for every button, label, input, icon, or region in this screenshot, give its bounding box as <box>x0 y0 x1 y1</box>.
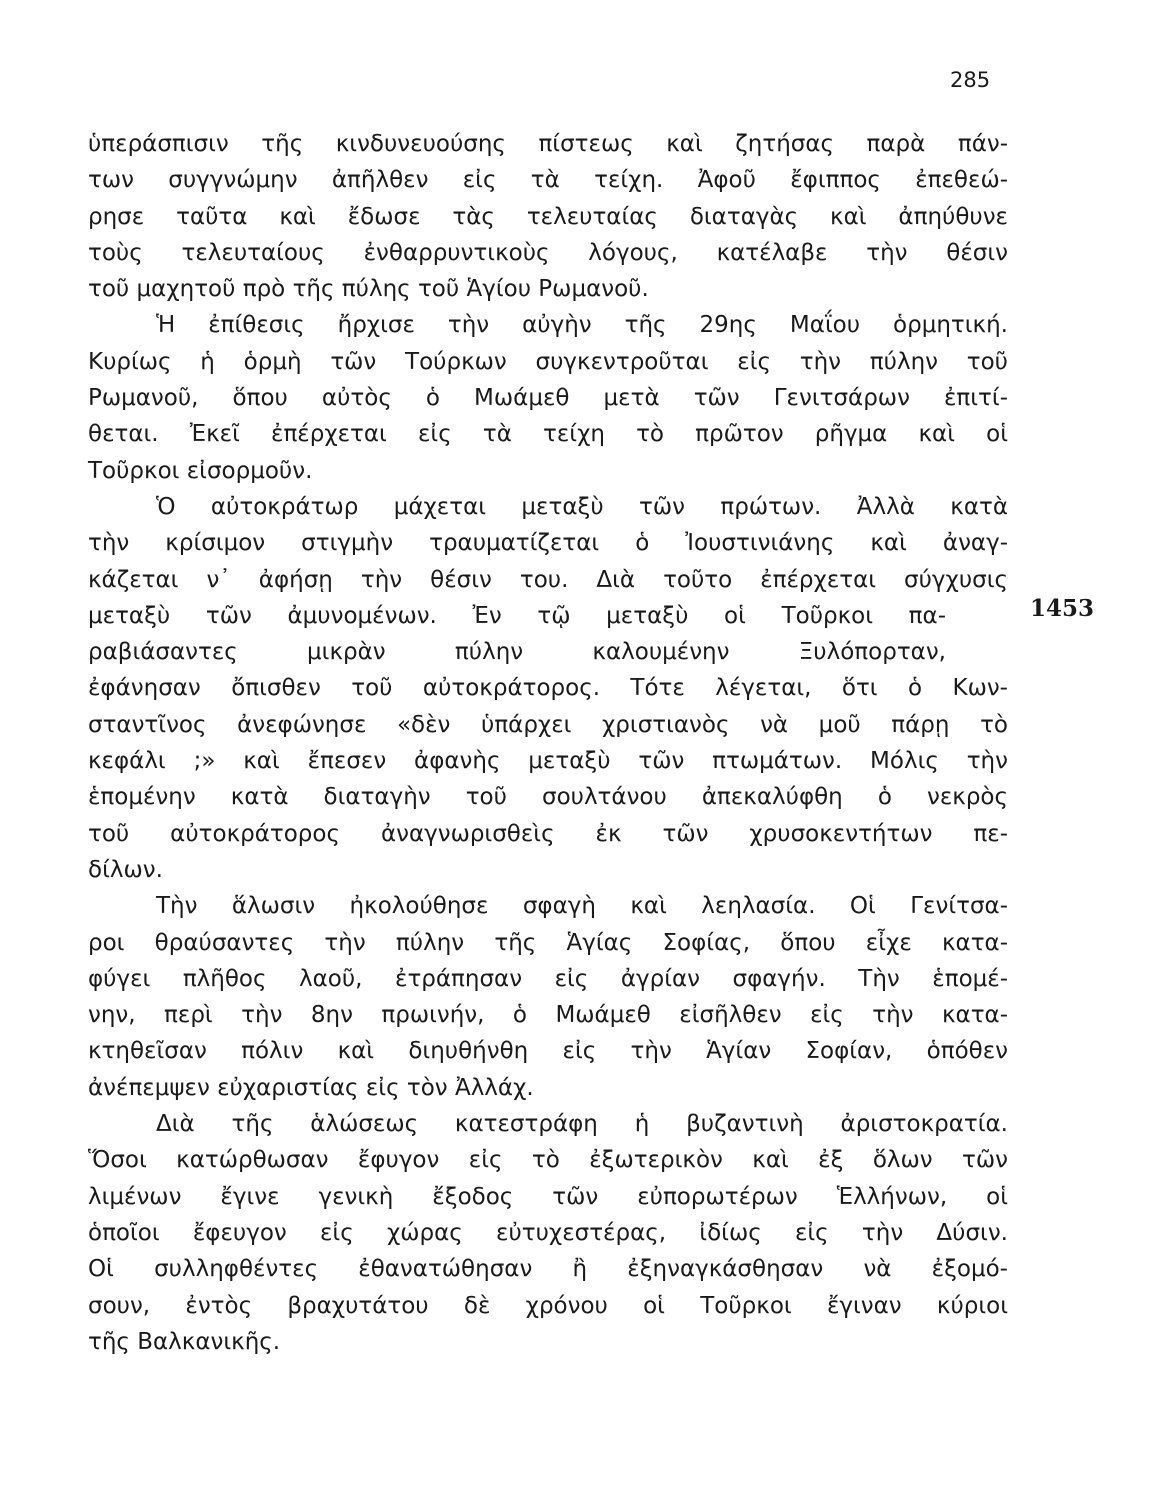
text-line: τὴν κρίσιμον στιγμὴν τραυματίζεται ὁ Ἰουστινιάνης καὶ ἀναγ- <box>88 530 1008 557</box>
text-line: των συγγνώμην ἀπῆλθεν εἰς τὰ τείχη. Ἀφοῦ ἔφιππος ἐπεθεώ- <box>88 167 1008 194</box>
text-line: κεφάλι ;» καὶ ἔπεσεν ἀφανὴς μεταξὺ τῶν πτωμάτων. Μόλις τὴν <box>88 748 1008 775</box>
text-line: κάζεται ν᾽ ἀφήσῃ τὴν θέσιν του. Διὰ τοῦτο ἐπέρχεται σύγχυσις <box>88 566 1008 593</box>
text-line: λιμένων ἔγινε γενικὴ ἔξοδος τῶν εὐπορωτέρων Ἑλλήνων, οἱ <box>88 1183 1008 1210</box>
body-text <box>88 126 1008 1360</box>
text-line: σταντῖνος ἀνεφώνησε «δὲν ὑπάρχει χριστιανὸς νὰ μοῦ πάρῃ τὸ <box>88 711 1008 738</box>
text-line: μεταξὺ τῶν ἀμυνομένων. Ἐν τῷ μεταξὺ οἱ Τοῦρκοι πα- <box>88 602 946 629</box>
text-line: τοῦ αὐτοκράτορος ἀναγνωρισθεὶς ἐκ τῶν χρυσοκεντήτων πε- <box>88 820 1008 847</box>
text-line: Τὴν ἅλωσιν ἠκολούθησε σφαγὴ καὶ λεηλασία. Οἱ Γενίτσα- <box>156 893 1008 920</box>
paragraph-1 <box>88 126 1008 307</box>
text-line: Κυρίως ἡ ὁρμὴ τῶν Τούρκων συγκεντροῦται εἰς τὴν πύλην τοῦ <box>88 348 1008 375</box>
text-line: Ὅσοι κατώρθωσαν ἔφυγον εἰς τὸ ἐξωτερικὸν καὶ ἐξ ὅλων τῶν <box>88 1147 1008 1174</box>
paragraph-5 <box>88 1106 1008 1360</box>
paragraph-4 <box>88 888 1008 1106</box>
text-line: Τοῦρκοι εἰσορμοῦν. <box>88 457 313 484</box>
text-line: ἑπομένην κατὰ διαταγὴν τοῦ σουλτάνου ἀπεκαλύφθη ὁ νεκρὸς <box>88 784 1008 811</box>
text-line: ροι θραύσαντες τὴν πύλην τῆς Ἁγίας Σοφίας, ὅπου εἶχε κατα- <box>88 929 1008 956</box>
page-number: 285 <box>950 68 991 92</box>
text-line: φύγει πλῆθος λαοῦ, ἐτράπησαν εἰς ἀγρίαν σφαγήν. Τὴν ἑπομέ- <box>88 965 1008 992</box>
text-line: ἀνέπεμψεν εὐχαριστίας εἰς τὸν Ἀλλάχ. <box>88 1074 534 1101</box>
text-line: ὑπεράσπισιν τῆς κινδυνευούσης πίστεως καὶ ζητήσας παρὰ πάν- <box>88 131 1008 157</box>
paragraph-3 <box>88 489 1008 888</box>
text-line: ὁποῖοι ἔφευγον εἰς χώρας εὐτυχεστέρας, ἰδίως εἰς τὴν Δύσιν. <box>88 1219 1008 1246</box>
text-line: σουν, ἐντὸς βραχυτάτου δὲ χρόνου οἱ Τοῦρκοι ἔγιναν κύριοι <box>88 1292 1008 1319</box>
text-line: Διὰ τῆς ἁλώσεως κατεστράφη ἡ βυζαντινὴ ἀριστοκρατία. <box>156 1111 1008 1138</box>
text-line: δίλων. <box>88 856 163 883</box>
text-line: θεται. Ἐκεῖ ἐπέρχεται εἰς τὰ τείχη τὸ πρῶτον ρῆγμα καὶ οἱ <box>88 421 1008 448</box>
paragraph-2 <box>88 307 1008 488</box>
text-line: κτηθεῖσαν πόλιν καὶ διηυθήνθη εἰς τὴν Ἁγίαν Σοφίαν, ὁπόθεν <box>88 1038 1008 1065</box>
text-line: ραβιάσαντες μικρὰν πύλην καλουμένην Ξυλόπορταν, <box>88 639 946 666</box>
text-line: Οἱ συλληφθέντες ἐθανατώθησαν ἢ ἐξηναγκάσθησαν νὰ ἐξομό- <box>88 1256 1008 1283</box>
text-line: τοῦ μαχητοῦ πρὸ τῆς πύλης τοῦ Ἁγίου Ρωμανοῦ. <box>88 276 649 303</box>
text-line: ρησε ταῦτα καὶ ἔδωσε τὰς τελευταίας διαταγὰς καὶ ἀπηύθυνε <box>88 203 1008 230</box>
margin-year-note: 1453 <box>1030 595 1095 622</box>
text-line: Ἡ ἐπίθεσις ἤρχισε τὴν αὐγὴν τῆς 29ης Μαΐου ὁρμητική. <box>156 312 1008 339</box>
text-line: νην, περὶ τὴν 8ην πρωινήν, ὁ Μωάμεθ εἰσῆλθεν εἰς τὴν κατα- <box>88 1002 1008 1029</box>
text-line: τῆς Βαλκανικῆς. <box>88 1328 281 1355</box>
text-line: ἐφάνησαν ὄπισθεν τοῦ αὐτοκράτορος. Τότε λέγεται, ὅτι ὁ Κων- <box>88 675 1008 702</box>
text-line: τοὺς τελευταίους ἐνθαρρυντικοὺς λόγους, κατέλαβε τὴν θέσιν <box>88 239 1008 266</box>
text-line: Ὁ αὐτοκράτωρ μάχεται μεταξὺ τῶν πρώτων. Ἀλλὰ κατὰ <box>156 493 1008 520</box>
text-line: Ρωμανοῦ, ὅπου αὐτὸς ὁ Μωάμεθ μετὰ τῶν Γενιτσάρων ἐπιτί- <box>88 385 1008 412</box>
